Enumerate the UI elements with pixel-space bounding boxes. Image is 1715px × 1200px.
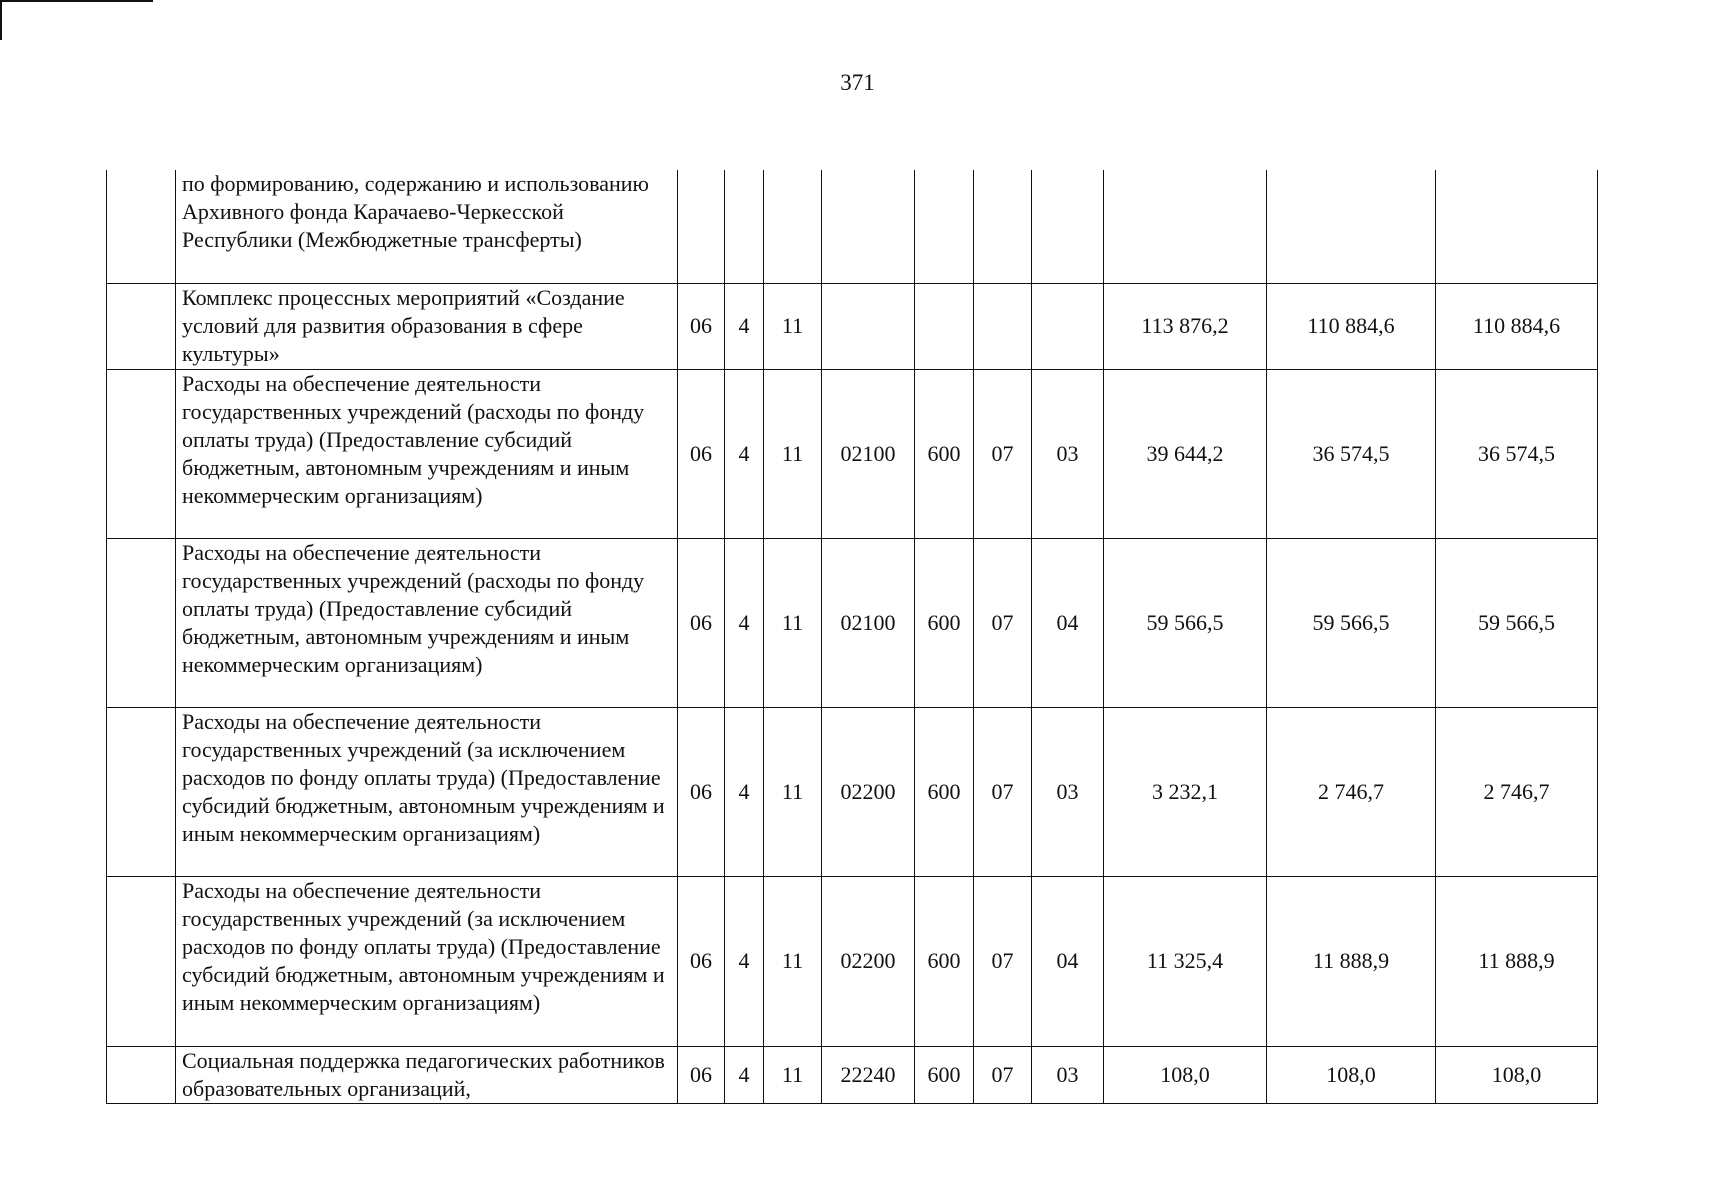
code-cell-5: 600 (915, 369, 974, 538)
amount-year-2: 59 566,5 (1267, 538, 1436, 707)
code-cell-6: 07 (974, 707, 1032, 876)
code-cell-5 (915, 283, 974, 369)
code-cell-5: 600 (915, 538, 974, 707)
code-cell-6 (974, 283, 1032, 369)
code-cell-3: 11 (764, 369, 822, 538)
code-cell-2: 4 (725, 283, 764, 369)
amount-year-3: 36 574,5 (1436, 369, 1598, 538)
code-cell-7 (1032, 283, 1104, 369)
table-row (107, 369, 1598, 538)
table-row (107, 283, 1598, 369)
number-cell (107, 283, 176, 369)
amount-year-2: 2 746,7 (1267, 707, 1436, 876)
row-name-cell: Расходы на обеспечение деятельности государственных учреждений (расходы по фонду оплаты труда) (Предоставление субсидий бюджетным, автономным учреждениям и иным некоммерческим организациям) (176, 369, 678, 538)
amount-year-3: 59 566,5 (1436, 538, 1598, 707)
number-cell (107, 538, 176, 707)
amount-year-3: 110 884,6 (1436, 283, 1598, 369)
row-name-cell: Социальная поддержка педагогических работников образовательных организаций, (176, 1046, 678, 1103)
row-name-cell: Комплекс процессных мероприятий «Создание условий для развития образования в сфере культуры» (176, 283, 678, 369)
code-cell-3: 11 (764, 538, 822, 707)
code-cell-2: 4 (725, 1046, 764, 1103)
code-cell-1 (678, 170, 725, 283)
amount-year-3: 11 888,9 (1436, 876, 1598, 1046)
page-number: 371 (840, 70, 875, 95)
code-cell-4: 02200 (822, 707, 915, 876)
code-cell-4 (822, 170, 915, 283)
amount-year-1: 59 566,5 (1104, 538, 1267, 707)
code-cell-5 (915, 170, 974, 283)
row-name-cell: Расходы на обеспечение деятельности государственных учреждений (за исключением расходов по фонду оплаты труда) (Предоставление субсидий бюджетным, автономным учреждениям и иным некоммерческим организациям) (176, 876, 678, 1046)
table-row (107, 170, 1598, 283)
scan-edge-mark-left (0, 0, 2, 40)
code-cell-5: 600 (915, 707, 974, 876)
table-row (107, 1046, 1598, 1103)
code-cell-7: 03 (1032, 369, 1104, 538)
code-cell-7: 04 (1032, 538, 1104, 707)
scan-edge-mark-top-left (0, 0, 153, 2)
row-name-cell: Расходы на обеспечение деятельности государственных учреждений (расходы по фонду оплаты труда) (Предоставление субсидий бюджетным, автономным учреждениям и иным некоммерческим организациям) (176, 538, 678, 707)
code-cell-4 (822, 283, 915, 369)
amount-year-2: 36 574,5 (1267, 369, 1436, 538)
code-cell-2: 4 (725, 369, 764, 538)
code-cell-6: 07 (974, 369, 1032, 538)
code-cell-7 (1032, 170, 1104, 283)
code-cell-6: 07 (974, 1046, 1032, 1103)
code-cell-2: 4 (725, 538, 764, 707)
number-cell (107, 369, 176, 538)
table-row (107, 876, 1598, 1046)
amount-year-1: 3 232,1 (1104, 707, 1267, 876)
code-cell-6: 07 (974, 538, 1032, 707)
code-cell-1: 06 (678, 538, 725, 707)
amount-year-2: 110 884,6 (1267, 283, 1436, 369)
code-cell-1: 06 (678, 369, 725, 538)
amount-year-1: 113 876,2 (1104, 283, 1267, 369)
code-cell-3: 11 (764, 283, 822, 369)
amount-year-1: 39 644,2 (1104, 369, 1267, 538)
amount-year-1: 108,0 (1104, 1046, 1267, 1103)
row-name-cell: Расходы на обеспечение деятельности государственных учреждений (за исключением расходов по фонду оплаты труда) (Предоставление субсидий бюджетным, автономным учреждениям и иным некоммерческим организациям) (176, 707, 678, 876)
budget-table (106, 170, 1598, 1104)
number-cell (107, 876, 176, 1046)
code-cell-4: 02100 (822, 538, 915, 707)
code-cell-2: 4 (725, 707, 764, 876)
amount-year-3: 108,0 (1436, 1046, 1598, 1103)
code-cell-7: 04 (1032, 876, 1104, 1046)
amount-year-3 (1436, 170, 1598, 283)
code-cell-4: 22240 (822, 1046, 915, 1103)
amount-year-1: 11 325,4 (1104, 876, 1267, 1046)
code-cell-6: 07 (974, 876, 1032, 1046)
amount-year-2: 108,0 (1267, 1046, 1436, 1103)
code-cell-1: 06 (678, 876, 725, 1046)
code-cell-2: 4 (725, 876, 764, 1046)
code-cell-6 (974, 170, 1032, 283)
number-cell (107, 1046, 176, 1103)
code-cell-5: 600 (915, 876, 974, 1046)
code-cell-3 (764, 170, 822, 283)
code-cell-4: 02200 (822, 876, 915, 1046)
table-row (107, 707, 1598, 876)
number-cell (107, 170, 176, 283)
code-cell-1: 06 (678, 707, 725, 876)
amount-year-1 (1104, 170, 1267, 283)
row-name-cell: по формированию, содержанию и использованию Архивного фонда Карачаево-Черкесской Республики (Межбюджетные трансферты) (176, 170, 678, 283)
code-cell-1: 06 (678, 283, 725, 369)
code-cell-3: 11 (764, 1046, 822, 1103)
amount-year-2: 11 888,9 (1267, 876, 1436, 1046)
code-cell-4: 02100 (822, 369, 915, 538)
amount-year-2 (1267, 170, 1436, 283)
code-cell-3: 11 (764, 876, 822, 1046)
code-cell-7: 03 (1032, 707, 1104, 876)
code-cell-3: 11 (764, 707, 822, 876)
code-cell-2 (725, 170, 764, 283)
code-cell-7: 03 (1032, 1046, 1104, 1103)
table-row (107, 538, 1598, 707)
code-cell-5: 600 (915, 1046, 974, 1103)
code-cell-1: 06 (678, 1046, 725, 1103)
number-cell (107, 707, 176, 876)
amount-year-3: 2 746,7 (1436, 707, 1598, 876)
